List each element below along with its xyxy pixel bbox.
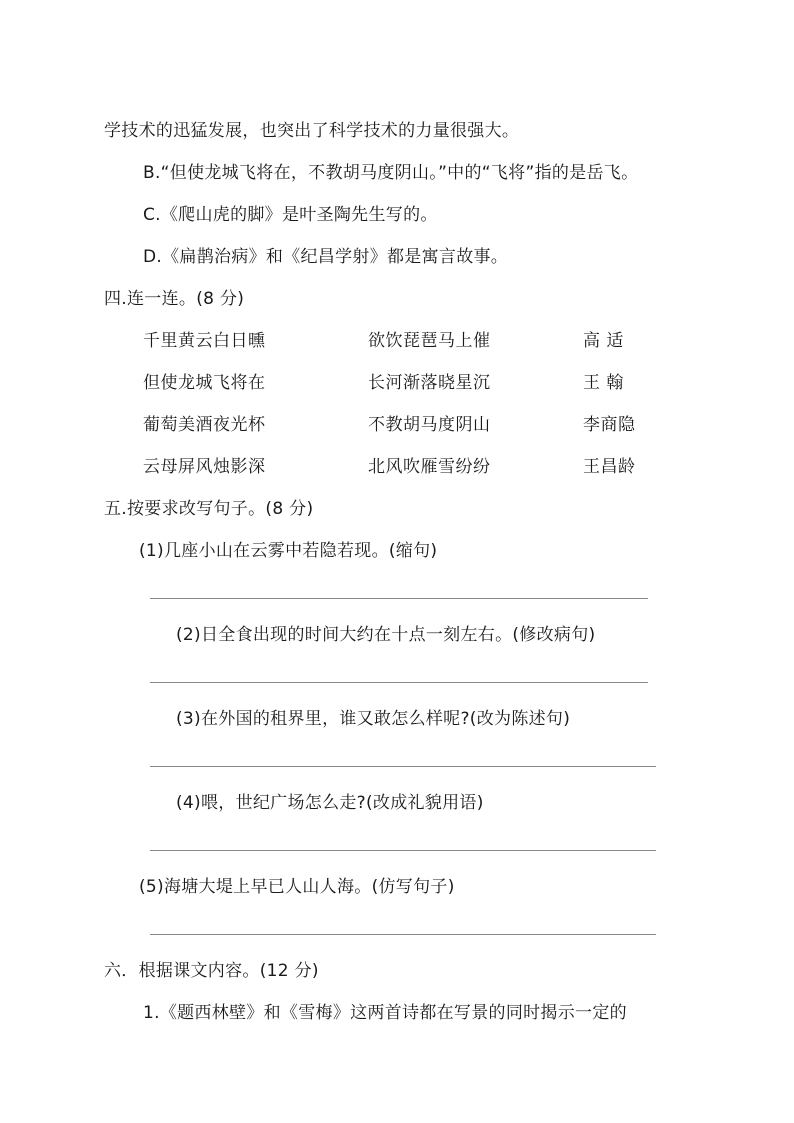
answer-line-2[interactable] <box>150 682 648 683</box>
match-mid-3: 不教胡马度阴山 <box>368 415 491 435</box>
option-c: C.《爬山虎的脚》是叶圣陶先生写的。 <box>143 205 438 225</box>
match-left-3: 葡萄美酒夜光杯 <box>143 415 266 435</box>
answer-line-4[interactable] <box>150 850 656 851</box>
rewrite-item-3: (3)在外国的租界里，谁又敢怎么样呢?(改为陈述句) <box>176 709 571 729</box>
match-left-2: 但使龙城飞将在 <box>143 373 266 393</box>
answer-line-5[interactable] <box>150 934 656 935</box>
match-mid-1: 欲饮琵琶马上催 <box>368 331 491 351</box>
option-d: D.《扁鹊治病》和《纪昌学射》都是寓言故事。 <box>143 247 509 267</box>
match-right-2: 王 翰 <box>583 373 624 393</box>
match-right-4: 王昌龄 <box>583 457 636 477</box>
rewrite-item-4: (4)喂，世纪广场怎么走?(改成礼貌用语) <box>176 793 484 813</box>
answer-line-1[interactable] <box>150 598 648 599</box>
rewrite-item-2: (2)日全食出现的时间大约在十点一刻左右。(修改病句) <box>176 625 596 645</box>
section6-title: 六．根据课文内容。(12 分) <box>104 961 319 981</box>
section4-title: 四.连一连。(8 分) <box>104 289 245 309</box>
continuation-text: 学技术的迅猛发展，也突出了科学技术的力量很强大。 <box>104 121 520 141</box>
option-b: B.“但使龙城飞将在，不教胡马度阴山。”中的“飞将”指的是岳飞。 <box>143 163 639 183</box>
rewrite-item-5: (5)海塘大堤上早已人山人海。(仿写句子) <box>139 877 455 897</box>
match-right-1: 高 适 <box>583 331 624 351</box>
section5-title: 五.按要求改写句子。(8 分) <box>104 499 314 519</box>
match-left-1: 千里黄云白日曛 <box>143 331 266 351</box>
match-mid-2: 长河渐落晓星沉 <box>368 373 491 393</box>
answer-line-3[interactable] <box>150 766 656 767</box>
rewrite-item-1: (1)几座小山在云雾中若隐若现。(缩句) <box>139 541 438 561</box>
match-right-3: 李商隐 <box>583 415 636 435</box>
match-mid-4: 北风吹雁雪纷纷 <box>368 457 491 477</box>
match-left-4: 云母屏风烛影深 <box>143 457 266 477</box>
section6-item-1: 1.《题西林壁》和《雪梅》这两首诗都在写景的同时揭示一定的 <box>143 1003 627 1023</box>
